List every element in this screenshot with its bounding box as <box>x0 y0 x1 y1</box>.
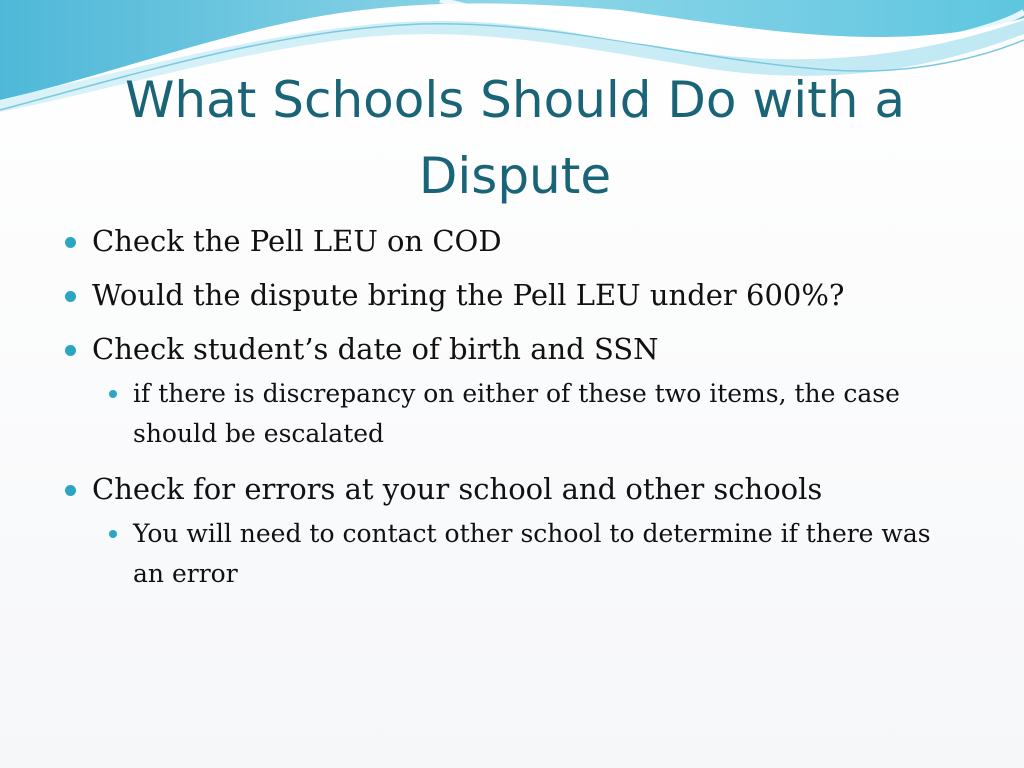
bullet-item <box>62 470 962 508</box>
bullet-dot-icon <box>65 345 76 356</box>
bullet-text: Check student’s date of birth and SSN <box>92 332 659 366</box>
bullet-text: Check for errors at your school and other schools <box>92 472 823 506</box>
sub-bullet-text: You will need to contact other school to determine if there was an error <box>133 519 931 588</box>
bullet-dot-icon <box>65 237 76 248</box>
bullet-item <box>62 222 962 260</box>
sub-bullet-item <box>62 374 962 454</box>
slide-title: What Schools Should Do with a Dispute <box>124 71 906 205</box>
sub-bullet-text: if there is discrepancy on either of these two items, the case should be escalated <box>133 379 900 448</box>
sub-bullet-dot-icon <box>109 530 117 538</box>
bullet-text: Check the Pell LEU on COD <box>92 224 502 258</box>
bullet-item <box>62 276 962 314</box>
sub-bullet-item <box>62 514 962 594</box>
bullet-dot-icon <box>65 291 76 302</box>
sub-bullet-dot-icon <box>109 390 117 398</box>
bullet-list <box>62 222 962 610</box>
bullet-item <box>62 330 962 368</box>
bullet-text: Would the dispute bring the Pell LEU under 600%? <box>92 278 845 312</box>
bullet-dot-icon <box>65 485 76 496</box>
